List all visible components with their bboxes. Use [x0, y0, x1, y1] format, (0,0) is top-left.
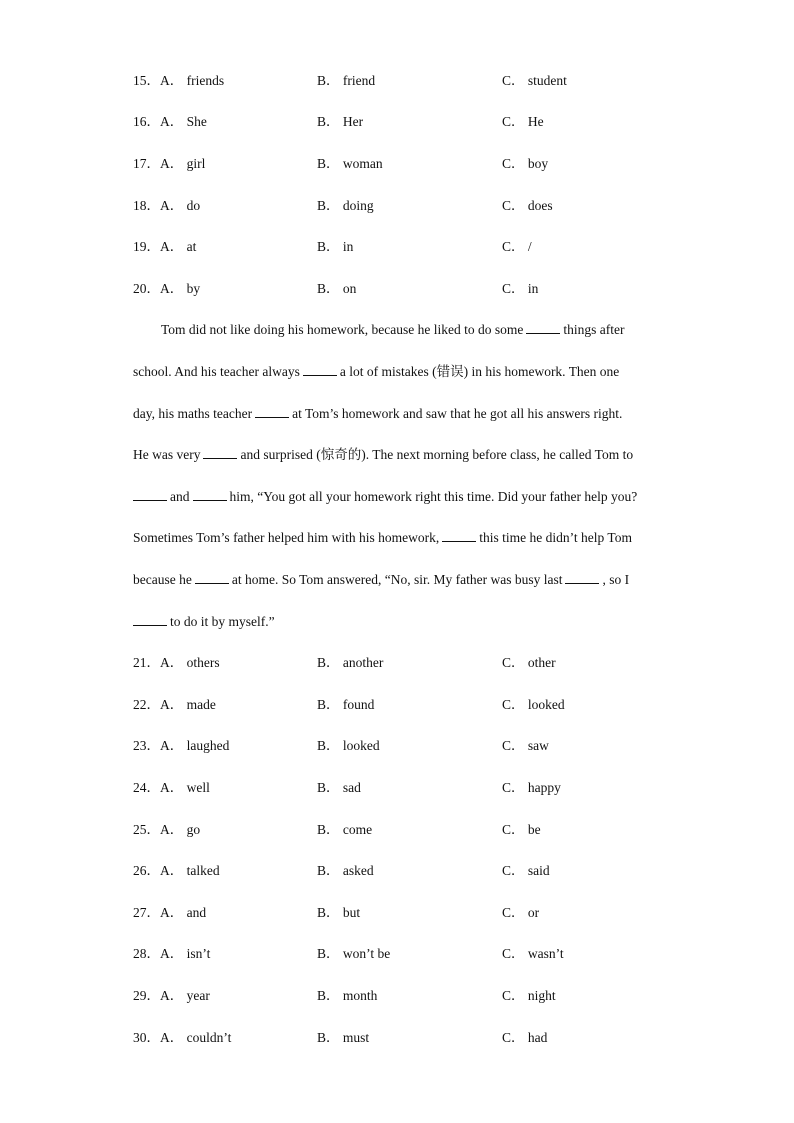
- answer-blank: [133, 613, 167, 626]
- option-b: B． found: [317, 697, 375, 712]
- option-c: C． He: [502, 114, 544, 129]
- question-number: 23．: [133, 738, 160, 753]
- option-c: C． boy: [502, 156, 549, 171]
- option-c: C． in: [502, 281, 539, 296]
- question-number: 18．: [133, 198, 160, 213]
- answer-blank: [303, 363, 337, 376]
- answer-blank: [203, 446, 237, 459]
- question-row-24: [133, 778, 693, 798]
- question-row-30: [133, 1028, 693, 1048]
- passage-text: at home. So Tom answered, “No, sir. My father was busy last: [231, 572, 563, 587]
- question-row-29: [133, 986, 693, 1006]
- option-a: A． well: [160, 780, 210, 795]
- passage-text: things after: [563, 322, 625, 337]
- option-b: B． must: [317, 1030, 370, 1045]
- question-row-15: [133, 71, 693, 91]
- option-a: A． friends: [160, 73, 225, 88]
- option-b: B． looked: [317, 738, 380, 753]
- answer-blank: [193, 488, 227, 501]
- question-number: 19．: [133, 239, 160, 254]
- option-b: B． but: [317, 905, 361, 920]
- option-a: A． at: [160, 239, 197, 254]
- option-b: B． Her: [317, 114, 364, 129]
- option-a: A． year: [160, 988, 210, 1003]
- passage-text: He was very: [133, 447, 201, 462]
- question-row-22: [133, 695, 693, 715]
- question-row-18: [133, 196, 693, 216]
- question-row-23: [133, 736, 693, 756]
- question-number: 27．: [133, 905, 160, 920]
- passage-text: Sometimes Tom’s father helped him with his homework,: [133, 530, 440, 545]
- question-number: 28．: [133, 946, 160, 961]
- option-a: A． She: [160, 114, 207, 129]
- question-number: 26．: [133, 863, 160, 878]
- question-number: 30．: [133, 1030, 160, 1045]
- passage-text: , so I: [602, 572, 630, 587]
- question-number: 24．: [133, 780, 160, 795]
- option-c: C． other: [502, 655, 556, 670]
- option-b: B． come: [317, 822, 373, 837]
- option-a: A． girl: [160, 156, 206, 171]
- option-a: A． laughed: [160, 738, 230, 753]
- answer-blank: [526, 321, 560, 334]
- passage-text: and surprised (惊奇的). The next morning before class, he called Tom to: [240, 447, 634, 462]
- answer-blank: [442, 529, 476, 542]
- option-c: C． be: [502, 822, 541, 837]
- option-c: C． or: [502, 905, 540, 920]
- question-number: 16．: [133, 114, 160, 129]
- option-a: A． and: [160, 905, 207, 920]
- passage-line-8: [133, 612, 663, 632]
- option-a: A． talked: [160, 863, 220, 878]
- question-row-26: [133, 861, 693, 881]
- option-b: B． doing: [317, 198, 374, 213]
- passage-text: this time he didn’t help Tom: [479, 530, 632, 545]
- option-b: B． woman: [317, 156, 383, 171]
- answer-blank: [133, 488, 167, 501]
- option-b: B． on: [317, 281, 357, 296]
- passage-text: day, his maths teacher: [133, 406, 253, 421]
- question-row-16: [133, 112, 693, 132]
- option-c: C． wasn’t: [502, 946, 564, 961]
- option-a: A． by: [160, 281, 201, 296]
- question-row-28: [133, 944, 693, 964]
- question-number: 20．: [133, 281, 160, 296]
- question-number: 22．: [133, 697, 160, 712]
- option-c: C． student: [502, 73, 567, 88]
- question-row-19: [133, 237, 693, 257]
- answer-blank: [195, 571, 229, 584]
- passage-text: him, “You got all your homework right this time. Did your father help you?: [229, 489, 638, 504]
- option-b: B． friend: [317, 73, 376, 88]
- option-a: A． do: [160, 198, 201, 213]
- question-number: 25．: [133, 822, 160, 837]
- question-number: 21．: [133, 655, 160, 670]
- option-a: A． go: [160, 822, 201, 837]
- option-b: B． sad: [317, 780, 361, 795]
- question-row-27: [133, 903, 693, 923]
- question-number: 17．: [133, 156, 160, 171]
- question-number: 15．: [133, 73, 160, 88]
- option-c: C． happy: [502, 780, 561, 795]
- option-a: A． made: [160, 697, 216, 712]
- option-b: B． won’t be: [317, 946, 391, 961]
- option-c: C． /: [502, 239, 532, 254]
- passage-text: school. And his teacher always: [133, 364, 300, 379]
- question-row-21: [133, 653, 693, 673]
- option-b: B． month: [317, 988, 378, 1003]
- passage-line-6: [133, 528, 663, 548]
- passage-line-5: [133, 487, 663, 507]
- passage-line-3: [133, 404, 663, 424]
- option-a: A． couldn’t: [160, 1030, 232, 1045]
- option-b: B． in: [317, 239, 354, 254]
- option-b: B． another: [317, 655, 384, 670]
- question-row-20: [133, 279, 693, 299]
- passage-text: and: [170, 489, 190, 504]
- passage-line-2: [133, 362, 663, 382]
- option-c: C． night: [502, 988, 556, 1003]
- question-number: 29．: [133, 988, 160, 1003]
- question-row-17: [133, 154, 693, 174]
- answer-blank: [565, 571, 599, 584]
- option-b: B． asked: [317, 863, 374, 878]
- passage-text: a lot of mistakes (错误) in his homework. Then one: [339, 364, 620, 379]
- option-c: C． does: [502, 198, 553, 213]
- option-c: C． saw: [502, 738, 549, 753]
- passage-text: because he: [133, 572, 192, 587]
- passage-text: Tom did not like doing his homework, because he liked to do some: [161, 322, 524, 337]
- option-c: C． looked: [502, 697, 565, 712]
- passage-line-7: [133, 570, 663, 590]
- option-c: C． said: [502, 863, 550, 878]
- passage-text: at Tom’s homework and saw that he got all his answers right.: [292, 406, 623, 421]
- answer-blank: [255, 405, 289, 418]
- option-a: A． isn’t: [160, 946, 211, 961]
- question-row-25: [133, 820, 693, 840]
- option-a: A． others: [160, 655, 220, 670]
- passage-line-4: [133, 445, 663, 465]
- passage-text: to do it by myself.”: [170, 614, 275, 629]
- passage-line-1: [161, 320, 663, 340]
- option-c: C． had: [502, 1030, 548, 1045]
